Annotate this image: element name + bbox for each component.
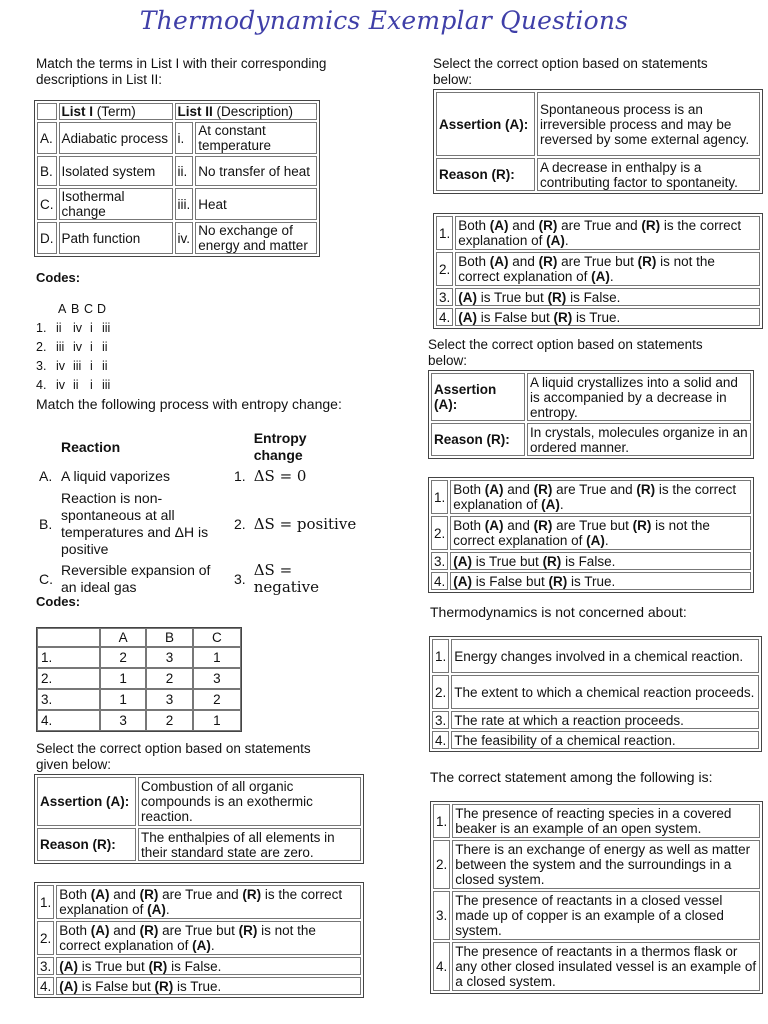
option-number: 1.	[436, 216, 453, 250]
option-number: 3.	[37, 957, 54, 975]
row-number: 1.	[37, 647, 100, 668]
list-item	[36, 319, 110, 338]
code-number: 3.	[36, 359, 47, 373]
codes-head-a: A	[58, 302, 67, 316]
q1-match-table	[34, 100, 320, 257]
code-value: 1	[100, 668, 146, 689]
table-row	[37, 828, 361, 861]
option-text: The presence of reactants in a closed vessel made up of copper is an example of a closed system.	[452, 891, 760, 940]
table-row	[433, 804, 760, 838]
row-number: 3.	[234, 570, 246, 587]
code-value: i	[90, 340, 93, 354]
code-value: iv	[56, 378, 66, 392]
term: Isolated system	[59, 156, 173, 186]
code-value: iii	[56, 340, 65, 354]
row-letter: C.	[39, 570, 53, 587]
code-value: i	[90, 359, 93, 373]
codes-head-c: C	[84, 302, 94, 316]
option-number: 3.	[431, 552, 448, 570]
q2-entropy-table	[34, 428, 364, 599]
table-row	[36, 489, 362, 559]
row-numeral: ii.	[175, 156, 194, 186]
entropy-change: ΔS = 0	[253, 467, 307, 485]
code-value: i	[90, 378, 93, 392]
row-number: 4.	[37, 710, 100, 731]
option-text: (A) is True but (R) is False.	[455, 288, 760, 306]
list-item	[36, 376, 110, 395]
code-number: 4.	[36, 378, 47, 392]
reason-label: Reason (R):	[37, 828, 136, 861]
option-number: 2.	[37, 921, 54, 955]
table-row	[37, 122, 317, 154]
code-value: 3	[146, 689, 192, 710]
row-letter: B.	[39, 515, 53, 532]
option-number: 1.	[432, 639, 449, 673]
q6-options-table	[429, 636, 762, 752]
code-number: 2.	[36, 340, 47, 354]
row-letter: A.	[39, 468, 53, 484]
row-letter: C.	[37, 188, 57, 220]
reaction: Reaction is non-spontaneous at all temperatures and ΔH is positive	[61, 490, 209, 557]
code-value: ii	[56, 321, 62, 335]
q1-codes-label: Codes:	[36, 270, 81, 285]
entropy-change: ΔS = positive	[253, 514, 357, 533]
q7-options-table	[430, 801, 763, 994]
table-row	[37, 957, 361, 975]
code-value: iii	[102, 378, 111, 392]
list1-heading: List I	[61, 104, 94, 119]
col-head: C	[193, 628, 241, 647]
table-row	[433, 942, 760, 991]
assertion-label: Assertion (A):	[436, 92, 535, 156]
col-head: A	[100, 628, 146, 647]
code-value: iv	[73, 340, 83, 354]
description: Heat	[195, 188, 317, 220]
option-number: 4.	[433, 942, 450, 991]
option-text: Energy changes involved in a chemical reaction.	[451, 639, 759, 673]
assertion-text: Spontaneous process is an irreversible process and may be reversed by some external agency.	[537, 92, 760, 156]
row-number: 2.	[37, 668, 100, 689]
table-row	[36, 561, 362, 597]
code-value: 1	[193, 710, 241, 731]
reaction: A liquid vaporizes	[61, 468, 170, 484]
list-item	[36, 338, 110, 357]
code-value: iv	[56, 359, 66, 373]
option-number: 4.	[432, 731, 449, 749]
table-row	[436, 288, 760, 306]
description: No transfer of heat	[195, 156, 317, 186]
table-row	[37, 977, 361, 995]
list2-heading-rest: (Description)	[212, 104, 294, 119]
entropy-change: ΔS = negative	[253, 561, 319, 596]
option-number: 2.	[432, 675, 449, 709]
table-row	[431, 423, 751, 456]
option-text: (A) is False but (R) is True.	[455, 308, 760, 326]
q4-prompt: Select the correct option based on statements below:	[433, 56, 708, 87]
q5-options-table	[428, 477, 754, 593]
reason-text: A decrease in enthalpy is a contributing factor to spontaneity.	[537, 158, 760, 191]
term: Adiabatic process	[59, 122, 173, 154]
reason-label: Reason (R):	[431, 423, 525, 456]
q1-prompt	[36, 56, 356, 88]
term: Path function	[59, 222, 173, 254]
description: No exchange of energy and matter	[195, 222, 317, 254]
code-value: ii	[102, 340, 108, 354]
code-value: 3	[100, 710, 146, 731]
assertion-label: Assertion (A):	[431, 373, 525, 421]
assertion-label: Assertion (A):	[37, 777, 136, 826]
option-text: The presence of reacting species in a covered beaker is an example of an open system.	[452, 804, 760, 838]
option-text: Both (A) and (R) are True but (R) is not the correct explanation of (A).	[450, 516, 751, 550]
row-letter: D.	[37, 222, 57, 254]
q7-prompt: The correct statement among the following is:	[430, 769, 713, 785]
option-number: 4.	[436, 308, 453, 326]
option-number: 1.	[37, 885, 54, 919]
table-row	[431, 572, 751, 590]
row-numeral: iv.	[175, 222, 194, 254]
list-item	[36, 357, 110, 376]
table-row	[431, 480, 751, 514]
q5-assertion-reason-table	[428, 370, 754, 459]
q3-prompt: Select the correct option based on statements given below:	[36, 741, 311, 772]
q5-prompt: Select the correct option based on statements below:	[428, 337, 703, 368]
code-value: 3	[193, 668, 241, 689]
table-row	[37, 156, 317, 186]
option-text: Both (A) and (R) are True but (R) is not the correct explanation of (A).	[455, 252, 760, 286]
table-row	[431, 516, 751, 550]
code-value: 1	[193, 647, 241, 668]
q3-assertion-reason-table	[34, 774, 364, 864]
reason-label: Reason (R):	[436, 158, 535, 191]
table-row	[36, 430, 362, 464]
option-text: There is an exchange of energy as well as matter between the system and the surroundings in a closed system.	[452, 840, 760, 889]
q4-assertion-reason-table	[433, 89, 763, 194]
reason-text: The enthalpies of all elements in their standard state are zero.	[138, 828, 361, 861]
q2-prompt: Match the following process with entropy change:	[36, 396, 342, 412]
q6-prompt: Thermodynamics is not concerned about:	[430, 604, 687, 620]
table-row	[432, 711, 759, 729]
reaction-heading: Reaction	[61, 438, 121, 455]
option-text: (A) is False but (R) is True.	[56, 977, 361, 995]
table-row	[432, 639, 759, 673]
option-number: 4.	[431, 572, 448, 590]
table-row	[37, 710, 241, 731]
table-row	[37, 103, 317, 120]
option-number: 2.	[431, 516, 448, 550]
reaction: Reversible expansion of an ideal gas	[61, 562, 211, 595]
table-row	[37, 628, 241, 647]
code-value: 3	[146, 647, 192, 668]
table-row	[436, 158, 760, 191]
option-text: The rate at which a reaction proceeds.	[451, 711, 759, 729]
option-text: (A) is False but (R) is True.	[450, 572, 751, 590]
option-text: (A) is True but (R) is False.	[450, 552, 751, 570]
table-row	[37, 647, 241, 668]
table-row	[37, 885, 361, 919]
row-numeral: i.	[175, 122, 194, 154]
code-value: 1	[100, 689, 146, 710]
codes-head-b: B	[71, 302, 80, 316]
assertion-text: A liquid crystallizes into a solid and is accompanied by a decrease in entropy.	[527, 373, 751, 421]
option-text: The presence of reactants in a thermos flask or any other closed insulated vessel is an example of a closed system.	[452, 942, 760, 991]
option-number: 1.	[433, 804, 450, 838]
term: Isothermal change	[59, 188, 173, 220]
table-row	[431, 552, 751, 570]
code-value: iii	[73, 359, 82, 373]
row-number: 3.	[37, 689, 100, 710]
reason-text: In crystals, molecules organize in an ordered manner.	[527, 423, 751, 456]
option-number: 3.	[432, 711, 449, 729]
code-value: 2	[100, 647, 146, 668]
assertion-text: Combustion of all organic compounds is an exothermic reaction.	[138, 777, 361, 826]
description: At constant temperature	[195, 122, 317, 154]
row-letter: B.	[37, 156, 57, 186]
table-row	[432, 675, 759, 709]
table-row	[37, 188, 317, 220]
table-row	[436, 92, 760, 156]
q1-prompt-text: Match the terms in List I with their corresponding descriptions in List II:	[36, 56, 327, 87]
table-row	[436, 252, 760, 286]
option-text: Both (A) and (R) are True but (R) is not the correct explanation of (A).	[56, 921, 361, 955]
table-row	[36, 466, 362, 487]
option-number: 1.	[431, 480, 448, 514]
table-row	[37, 668, 241, 689]
q2-codes-table	[36, 627, 242, 732]
table-row	[436, 216, 760, 250]
table-row	[431, 373, 751, 421]
table-row	[37, 689, 241, 710]
q3-options-table	[34, 882, 364, 998]
code-value: i	[90, 321, 93, 335]
code-number: 1.	[36, 321, 47, 335]
codes-head-d: D	[97, 302, 107, 316]
option-text: The extent to which a chemical reaction proceeds.	[451, 675, 759, 709]
option-text: Both (A) and (R) are True and (R) is the correct explanation of (A).	[56, 885, 361, 919]
code-value: 2	[146, 668, 192, 689]
row-number: 2.	[234, 515, 246, 532]
row-letter: A.	[37, 122, 57, 154]
table-row	[37, 921, 361, 955]
row-numeral: iii.	[175, 188, 194, 220]
q2-codes-label: Codes:	[36, 594, 81, 609]
code-value: ii	[73, 378, 79, 392]
entropy-heading: Entropy change	[253, 430, 307, 463]
code-value: 2	[146, 710, 192, 731]
row-number: 1.	[234, 468, 246, 484]
table-row	[433, 891, 760, 940]
option-text: Both (A) and (R) are True and (R) is the correct explanation of (A).	[455, 216, 760, 250]
col-head: B	[146, 628, 192, 647]
q1-codes	[36, 300, 110, 395]
table-row	[433, 840, 760, 889]
option-text: Both (A) and (R) are True and (R) is the correct explanation of (A).	[450, 480, 751, 514]
code-value: 2	[193, 689, 241, 710]
option-number: 2.	[436, 252, 453, 286]
option-text: The feasibility of a chemical reaction.	[451, 731, 759, 749]
table-row	[436, 308, 760, 326]
option-number: 3.	[433, 891, 450, 940]
option-text: (A) is True but (R) is False.	[56, 957, 361, 975]
code-value: iii	[102, 321, 111, 335]
list2-heading: List II	[177, 104, 213, 119]
option-number: 3.	[436, 288, 453, 306]
page-title: Thermodynamics Exemplar Questions	[139, 6, 629, 35]
table-row	[432, 731, 759, 749]
table-row	[37, 777, 361, 826]
q4-options-table	[433, 213, 763, 329]
code-value: iv	[73, 321, 83, 335]
code-value: ii	[102, 359, 108, 373]
option-number: 2.	[433, 840, 450, 889]
table-row	[37, 222, 317, 254]
option-number: 4.	[37, 977, 54, 995]
list1-heading-rest: (Term)	[93, 104, 136, 119]
